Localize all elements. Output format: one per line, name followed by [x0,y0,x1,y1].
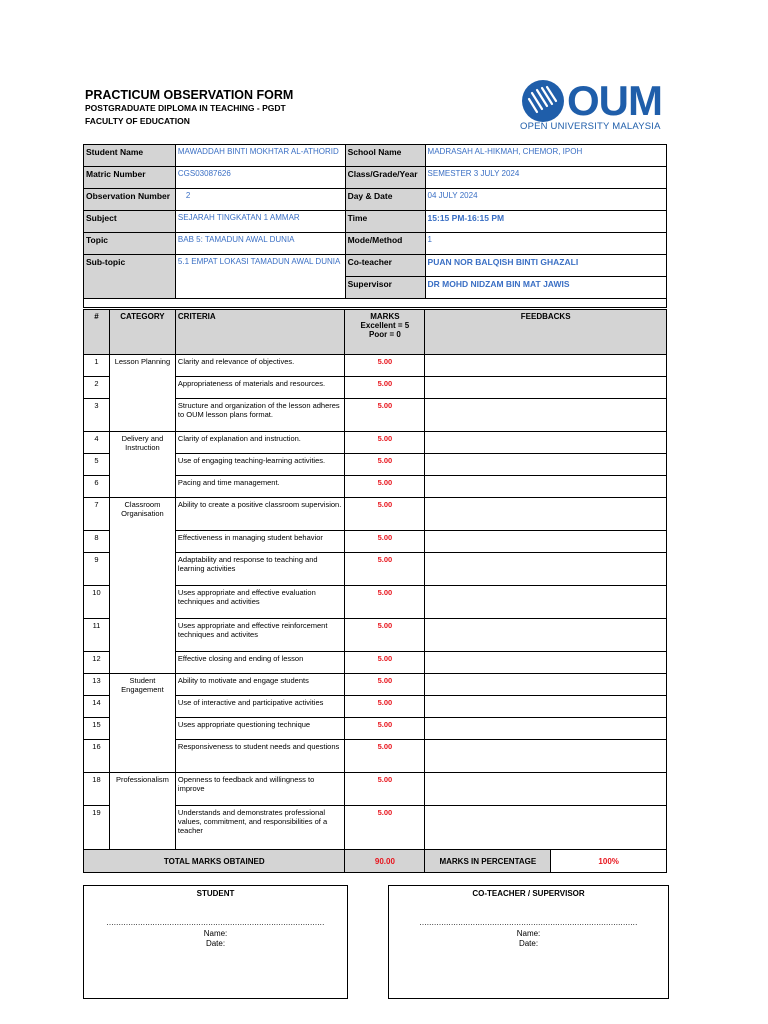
faculty-name: FACULTY OF EDUCATION [85,116,190,126]
feedback-cell[interactable] [425,740,667,773]
total-marks-value: 90.00 [345,850,425,873]
header-category: CATEGORY [109,310,175,355]
row-number: 1 [84,355,110,377]
mode-method-label: Mode/Method [345,233,425,255]
criteria-cell: Appropriateness of materials and resources. [175,377,345,399]
row-number: 13 [84,674,110,696]
mark-cell: 5.00 [345,399,425,432]
mark-cell: 5.00 [345,553,425,586]
header-feedbacks: FEEDBACKS [425,310,667,355]
supervisor-value: DR MOHD NIDZAM BIN MAT JAWIS [425,277,666,299]
feedback-cell[interactable] [425,355,667,377]
student-name-field: Name: [203,929,228,938]
day-date-value: 04 JULY 2024 [425,189,666,211]
mark-cell: 5.00 [345,432,425,454]
supervisor-label: Supervisor [345,277,425,299]
total-marks-label: TOTAL MARKS OBTAINED [84,850,345,873]
mark-cell: 5.00 [345,718,425,740]
criteria-cell: Structure and organization of the lesson adheres to OUM lesson plans format. [175,399,345,432]
mark-cell: 5.00 [345,773,425,806]
criteria-cell: Clarity of explanation and instruction. [175,432,345,454]
criteria-cell: Effective closing and ending of lesson [175,652,345,674]
feedback-cell[interactable] [425,696,667,718]
mark-cell: 5.00 [345,652,425,674]
globe-icon [520,79,566,123]
row-number: 3 [84,399,110,432]
student-signature-box [83,885,348,999]
subject-value: SEJARAH TINGKATAN 1 AMMAR [175,211,345,233]
row-number: 19 [84,806,110,850]
observation-number-label: Observation Number [84,189,176,211]
row-number: 15 [84,718,110,740]
supervisor-name-field: Name: [516,929,541,938]
supervisor-signature-label: CO-TEACHER / SUPERVISOR [472,889,585,898]
criteria-cell: Ability to motivate and engage students [175,674,345,696]
student-info-table [83,144,667,308]
mark-cell: 5.00 [345,531,425,553]
category-classroom: Classroom Organisation [109,498,175,674]
criteria-cell: Responsiveness to student needs and questions [175,740,345,773]
feedback-cell[interactable] [425,674,667,696]
topic-value: BAB 5: TAMADUN AWAL DUNIA [175,233,345,255]
header-marks-title: MARKS [370,312,400,321]
header-marks-poor: Poor = 0 [369,330,401,339]
mark-cell: 5.00 [345,454,425,476]
mark-cell: 5.00 [345,586,425,619]
subtopic-value: 5.1 EMPAT LOKASI TAMADUN AWAL DUNIA [175,255,345,299]
row-number: 6 [84,476,110,498]
school-name-value: MADRASAH AL-HIKMAH, CHEMOR, IPOH [425,145,666,167]
category-lesson-planning: Lesson Planning [109,355,175,432]
mode-method-value: 1 [425,233,666,255]
criteria-cell: Clarity and relevance of objectives. [175,355,345,377]
header-marks-excellent: Excellent = 5 [360,321,410,330]
mark-cell: 5.00 [345,740,425,773]
category-delivery: Delivery and Instruction [109,432,175,498]
school-name-label: School Name [345,145,425,167]
mark-cell: 5.00 [345,355,425,377]
criteria-cell: Effectiveness in managing student behavior [175,531,345,553]
student-date-field: Date: [205,939,226,948]
feedback-cell[interactable] [425,454,667,476]
observation-table [83,309,667,873]
mark-cell: 5.00 [345,377,425,399]
time-label: Time [345,211,425,233]
row-number: 16 [84,740,110,773]
criteria-cell: Uses appropriate questioning technique [175,718,345,740]
oum-logo [520,79,660,134]
logo-subtext: OPEN UNIVERSITY MALAYSIA [520,121,661,132]
row-number: 12 [84,652,110,674]
supervisor-signature-line[interactable]: .......................................................................................... [419,918,638,927]
observation-number-value: 2 [175,189,345,211]
header-marks [345,310,425,355]
class-grade-year-label: Class/Grade/Year [345,167,425,189]
supervisor-date-field: Date: [518,939,539,948]
co-teacher-label: Co-teacher [345,255,425,277]
feedback-cell[interactable] [425,718,667,740]
subject-label: Subject [84,211,176,233]
header-number: # [84,310,110,355]
feedback-cell[interactable] [425,619,667,652]
mark-cell: 5.00 [345,498,425,531]
criteria-cell: Uses appropriate and effective evaluation techniques and activities [175,586,345,619]
feedback-cell[interactable] [425,377,667,399]
row-number: 7 [84,498,110,531]
time-value: 15:15 PM-16:15 PM [425,211,666,233]
category-engagement: Student Engagement [109,674,175,773]
percentage-cell [425,850,667,873]
marks-percentage-label: MARKS IN PERCENTAGE [425,850,551,872]
row-number: 4 [84,432,110,454]
mark-cell: 5.00 [345,696,425,718]
topic-label: Topic [84,233,176,255]
criteria-cell: Uses appropriate and effective reinforcement techniques and activites [175,619,345,652]
row-number: 2 [84,377,110,399]
co-teacher-value: PUAN NOR BALQISH BINTI GHAZALI [425,255,666,277]
criteria-cell: Use of engaging teaching-learning activities. [175,454,345,476]
feedback-cell[interactable] [425,476,667,498]
row-number: 14 [84,696,110,718]
criteria-cell: Pacing and time management. [175,476,345,498]
criteria-cell: Understands and demonstrates professional values, commitment, and responsibilities of a teacher [175,806,345,850]
row-number: 10 [84,586,110,619]
mark-cell: 5.00 [345,674,425,696]
matric-number-value: CGS03087626 [175,167,345,189]
feedback-cell[interactable] [425,432,667,454]
feedback-cell[interactable] [425,553,667,586]
feedback-cell[interactable] [425,586,667,619]
spacer-row [84,299,667,308]
mark-cell: 5.00 [345,476,425,498]
criteria-cell: Ability to create a positive classroom supervision. [175,498,345,531]
row-number: 9 [84,553,110,586]
row-number: 11 [84,619,110,652]
feedback-cell[interactable] [425,399,667,432]
feedback-cell[interactable] [425,773,667,806]
logo-text: OUM [567,77,662,124]
subtopic-label: Sub-topic [84,255,176,299]
form-title: PRACTICUM OBSERVATION FORM [85,88,294,102]
criteria-cell: Use of interactive and participative activities [175,696,345,718]
student-name-value: MAWADDAH BINTI MOKHTAR AL-ATHORID [175,145,345,167]
criteria-cell: Adaptability and response to teaching and learning activities [175,553,345,586]
class-grade-year-value: SEMESTER 3 JULY 2024 [425,167,666,189]
header-criteria: CRITERIA [175,310,345,355]
row-number: 18 [84,773,110,806]
mark-cell: 5.00 [345,619,425,652]
criteria-cell: Openness to feedback and willingness to improve [175,773,345,806]
student-signature-label: STUDENT [196,889,235,898]
student-signature-line[interactable]: .......................................................................................... [106,918,325,927]
feedback-cell[interactable] [425,806,667,850]
supervisor-signature-box [388,885,669,999]
matric-number-label: Matric Number [84,167,176,189]
row-number: 5 [84,454,110,476]
row-number: 8 [84,531,110,553]
category-professionalism: Professionalism [109,773,175,850]
feedback-cell[interactable] [425,498,667,531]
mark-cell: 5.00 [345,806,425,850]
feedback-cell[interactable] [425,652,667,674]
student-name-label: Student Name [84,145,176,167]
marks-percentage-value: 100% [551,850,666,872]
feedback-cell[interactable] [425,531,667,553]
form-subtitle: POSTGRADUATE DIPLOMA IN TEACHING - PGDT [85,103,286,113]
day-date-label: Day & Date [345,189,425,211]
